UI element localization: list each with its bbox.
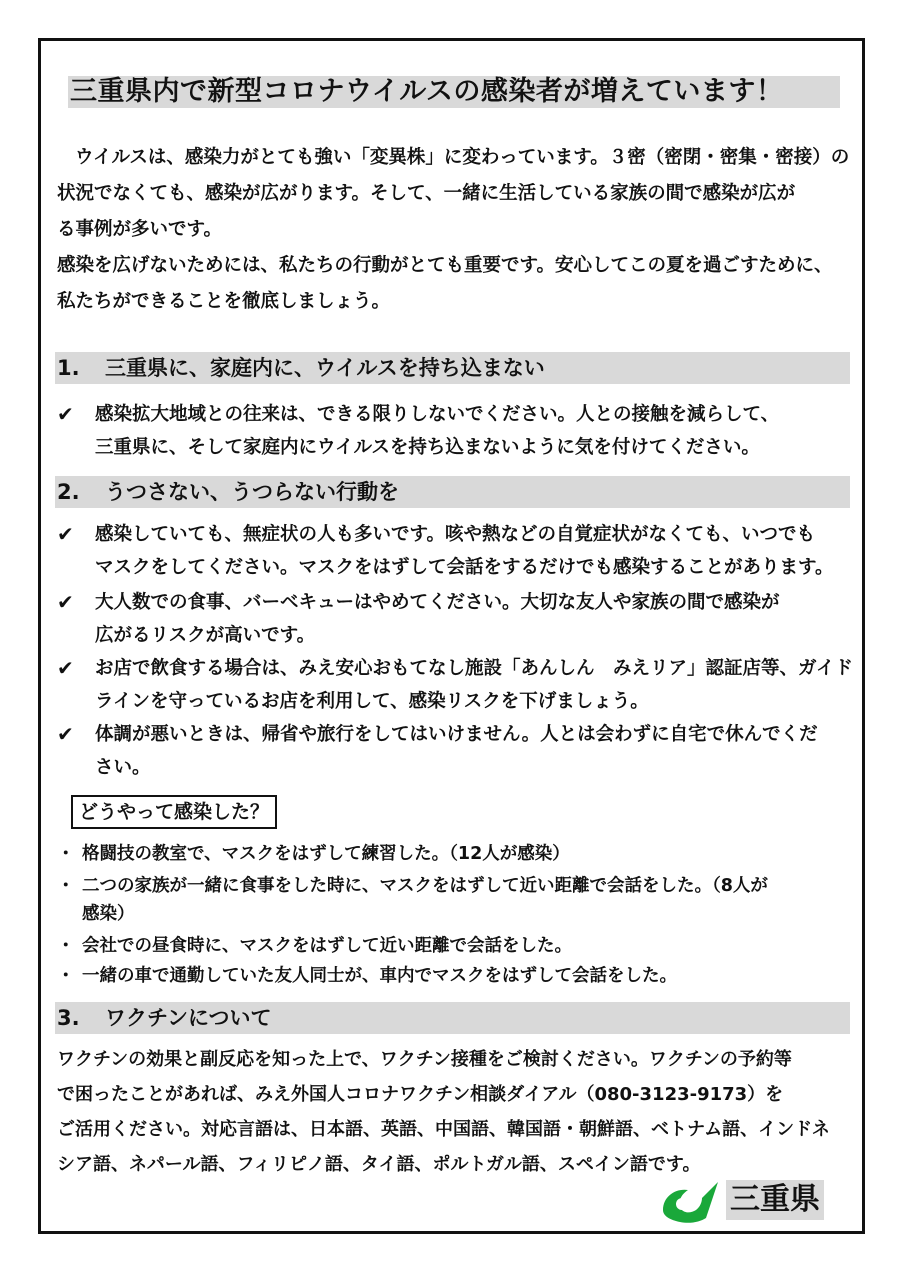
vaccine-line: ワクチンの効果と副反応を知った上で、ワクチン接種をご検討ください。ワクチンの予約等 (57, 1049, 792, 1070)
bullet-dot: ・ (57, 936, 75, 956)
case-item (57, 932, 857, 960)
item-line: 感染拡大地域との往来は、できる限りしないでください。人との接触を減らして、 (95, 404, 780, 425)
logo-text: 三重県 (726, 1180, 824, 1220)
check-icon: ✔ (57, 722, 74, 746)
intro-line: る事例が多いです。 (57, 219, 223, 240)
list-item (57, 718, 857, 784)
case-line: 感染） (82, 904, 135, 924)
item-line: 大人数での食事、バーベキューはやめてください。大切な友人や家族の間で感染が (95, 592, 780, 613)
bullet-dot: ・ (57, 844, 75, 864)
item-line: 感染していても、無症状の人も多いです。咳や熱などの自覚症状がなくても、いつでも (95, 524, 816, 545)
list-item (57, 652, 857, 718)
vaccine-line: ご活用ください。対応言語は、日本語、英語、中国語、韓国語・朝鮮語、ベトナム語、インドネ (57, 1119, 830, 1140)
vaccine-paragraph (57, 1042, 857, 1182)
intro-line: 状況でなくても、感染が広がります。そして、一緒に生活している家族の間で感染が広が (57, 183, 796, 204)
case-line: 二つの家族が一緒に食事をした時に、マスクをはずして近い距離で会話をした。（8人が (82, 876, 768, 896)
bullet-dot: ・ (57, 966, 75, 986)
item-line: 広がるリスクが高いです。 (95, 625, 316, 646)
case-line: 一緒の車で通勤していた友人同士が、車内でマスクをはずして会話をした。 (82, 966, 677, 986)
section-title: 三重県に、家庭内に、ウイルスを持ち込まない (105, 356, 545, 380)
section-1-heading (55, 352, 850, 384)
item-line: お店で飲食する場合は、みえ安心おもてなし施設「あんしん みえリア」認証店等、ガイド (95, 658, 853, 679)
section-number: 1. (57, 356, 80, 380)
case-item (57, 840, 857, 868)
item-line: ラインを守っているお店を利用して、感染リスクを下げましょう。 (95, 691, 649, 712)
section-title: うつさない、うつらない行動を (105, 480, 399, 504)
vaccine-line: シア語、ネパール語、フィリピノ語、タイ語、ポルトガル語、スペイン語です。 (57, 1154, 701, 1175)
section-title: ワクチンについて (105, 1006, 272, 1030)
case-item (57, 962, 857, 990)
list-item (57, 518, 857, 584)
page-title: 三重県内で新型コロナウイルスの感染者が増えています！ (68, 76, 840, 108)
check-icon: ✔ (57, 522, 74, 546)
section-number: 3. (57, 1006, 80, 1030)
case-line: 会社での昼食時に、マスクをはずして近い距離で会話をした。 (82, 936, 572, 956)
section-number: 2. (57, 480, 80, 504)
vaccine-line: で困ったことがあれば、みえ外国人コロナワクチン相談ダイアル（080-3123-9173）を (57, 1084, 784, 1105)
infection-cases-callout: どうやって感染した？ (71, 795, 277, 829)
intro-line: 感染を広げないためには、私たちの行動がとても重要です。安心してこの夏を過ごすために、 (57, 255, 833, 276)
intro-paragraph (57, 140, 857, 320)
check-icon: ✔ (57, 402, 74, 426)
case-line: 格闘技の教室で、マスクをはずして練習した。（12人が感染） (82, 844, 570, 864)
item-line: 体調が悪いときは、帰省や旅行をしてはいけません。人とは会わずに自宅で休んでくだ (95, 724, 818, 745)
list-item (57, 586, 857, 652)
check-icon: ✔ (57, 590, 74, 614)
intro-line: ウイルスは、感染力がとても強い「変異株」に変わっています。３密（密閉・密集・密接）の (75, 147, 850, 168)
check-icon: ✔ (57, 656, 74, 680)
intro-line: 私たちができることを徹底しましょう。 (57, 291, 391, 312)
section-2-heading (55, 476, 850, 508)
section-3-heading (55, 1002, 850, 1034)
bullet-dot: ・ (57, 876, 75, 896)
item-line: 三重県に、そして家庭内にウイルスを持ち込まないように気を付けてください。 (95, 437, 760, 458)
list-item (57, 398, 857, 464)
mie-logo-icon (660, 1180, 720, 1224)
item-line: さい。 (95, 757, 151, 778)
item-line: マスクをしてください。マスクをはずして会話をするだけでも感染することがあります。 (95, 557, 834, 578)
case-item (57, 872, 857, 928)
